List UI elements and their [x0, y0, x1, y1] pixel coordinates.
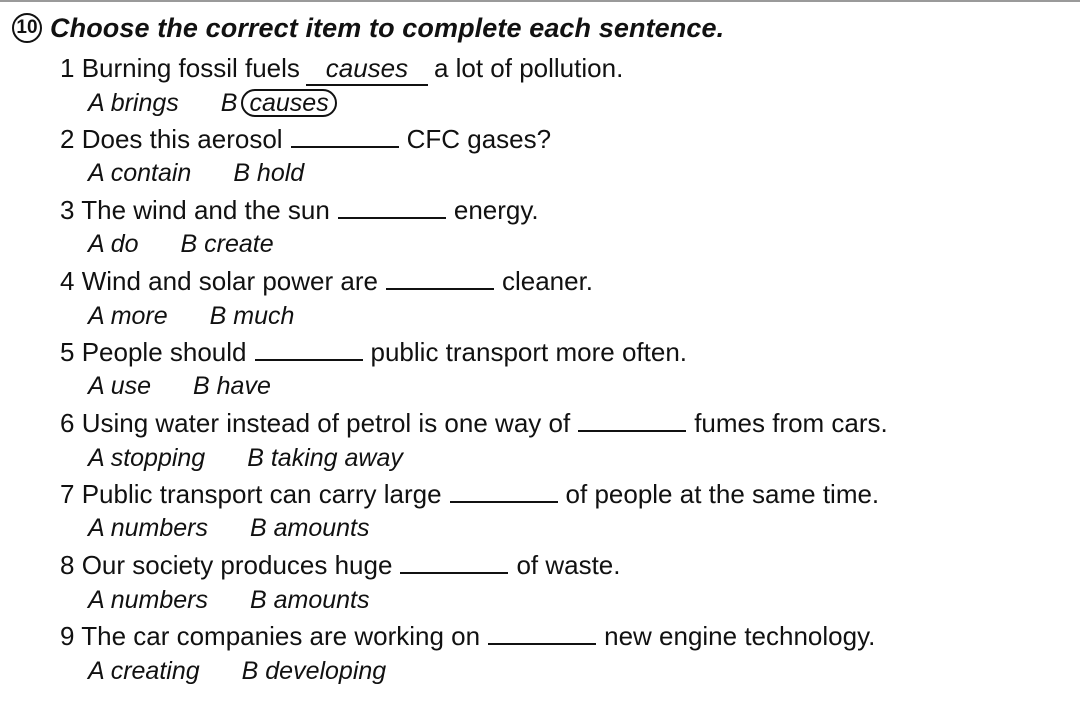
question-number: 4 — [60, 266, 75, 296]
question-2 — [60, 123, 551, 155]
options-6 — [88, 443, 403, 473]
answer-blank[interactable] — [386, 270, 494, 290]
top-border — [0, 0, 1080, 2]
question-text-after: public transport more often. — [370, 337, 688, 367]
question-8 — [60, 549, 621, 581]
question-text-before: Our society produces huge — [81, 550, 393, 580]
option-a[interactable]: A stopping — [88, 444, 206, 472]
answer-blank[interactable] — [488, 625, 596, 645]
question-7 — [60, 478, 879, 510]
option-b-letter: B — [220, 89, 238, 117]
answer-blank[interactable] — [450, 483, 558, 503]
question-number: 3 — [60, 195, 75, 225]
option-b[interactable]: B developing — [241, 657, 387, 685]
option-a[interactable]: A contain — [88, 159, 192, 187]
exercise-title: Choose the correct item to complete each sentence. — [50, 12, 725, 43]
question-5 — [60, 336, 687, 368]
option-a[interactable]: A numbers — [88, 514, 208, 542]
option-b[interactable] — [221, 88, 337, 118]
question-number: 8 — [60, 550, 75, 580]
option-a[interactable]: A creating — [88, 657, 200, 685]
options-7 — [88, 513, 369, 543]
question-text-after: new engine technology. — [604, 621, 876, 651]
option-b[interactable]: B create — [180, 230, 274, 258]
question-number: 2 — [60, 124, 75, 154]
question-text-before: Public transport can carry large — [81, 479, 442, 509]
question-text-after: cleaner. — [501, 266, 594, 296]
option-b[interactable]: B amounts — [249, 586, 370, 614]
answer-blank[interactable]: causes — [306, 52, 428, 86]
options-4 — [88, 301, 294, 331]
question-number: 7 — [60, 479, 75, 509]
question-text-after: of people at the same time. — [565, 479, 880, 509]
answer-blank[interactable] — [578, 412, 686, 432]
option-b[interactable]: B much — [209, 302, 295, 330]
question-text-before: Burning fossil fuels — [81, 53, 300, 83]
question-3 — [60, 194, 539, 226]
question-number: 6 — [60, 408, 75, 438]
option-a[interactable]: A use — [88, 372, 152, 400]
question-text-after: fumes from cars. — [694, 408, 888, 438]
options-2 — [88, 158, 304, 188]
question-1 — [60, 52, 623, 86]
option-b-circled-word: causes — [241, 89, 336, 117]
options-8 — [88, 585, 369, 615]
question-number: 9 — [60, 621, 75, 651]
option-a[interactable]: A numbers — [88, 586, 208, 614]
options-9 — [88, 656, 386, 686]
question-text-after: energy. — [453, 195, 539, 225]
answer-blank[interactable] — [291, 128, 399, 148]
question-text-after: CFC gases? — [406, 124, 552, 154]
question-text-after: a lot of pollution. — [433, 53, 624, 83]
question-text-before: Using water instead of petrol is one way of — [81, 408, 571, 438]
option-b[interactable]: B taking away — [247, 444, 403, 472]
options-1 — [88, 88, 337, 118]
option-a[interactable]: A do — [88, 230, 139, 258]
question-text-before: The wind and the sun — [81, 195, 330, 225]
question-text-before: Does this aerosol — [81, 124, 283, 154]
question-number: 1 — [60, 53, 75, 83]
answer-blank[interactable] — [338, 199, 446, 219]
question-text-before: Wind and solar power are — [81, 266, 378, 296]
exercise-number-badge: 10 — [12, 13, 42, 43]
question-text-before: People should — [81, 337, 247, 367]
option-a[interactable]: A more — [88, 302, 168, 330]
answer-blank[interactable] — [255, 341, 363, 361]
exercise-header — [12, 8, 724, 48]
options-5 — [88, 371, 271, 401]
question-text-before: The car companies are working on — [81, 621, 481, 651]
question-text-after: of waste. — [516, 550, 621, 580]
option-b[interactable]: B amounts — [249, 514, 370, 542]
question-number: 5 — [60, 337, 75, 367]
option-a[interactable]: A brings — [88, 89, 179, 117]
option-b[interactable]: B hold — [233, 159, 305, 187]
question-6 — [60, 407, 888, 439]
answer-blank[interactable] — [400, 554, 508, 574]
question-4 — [60, 265, 593, 297]
option-b[interactable]: B have — [193, 372, 271, 400]
options-3 — [88, 229, 274, 259]
question-9 — [60, 620, 875, 652]
